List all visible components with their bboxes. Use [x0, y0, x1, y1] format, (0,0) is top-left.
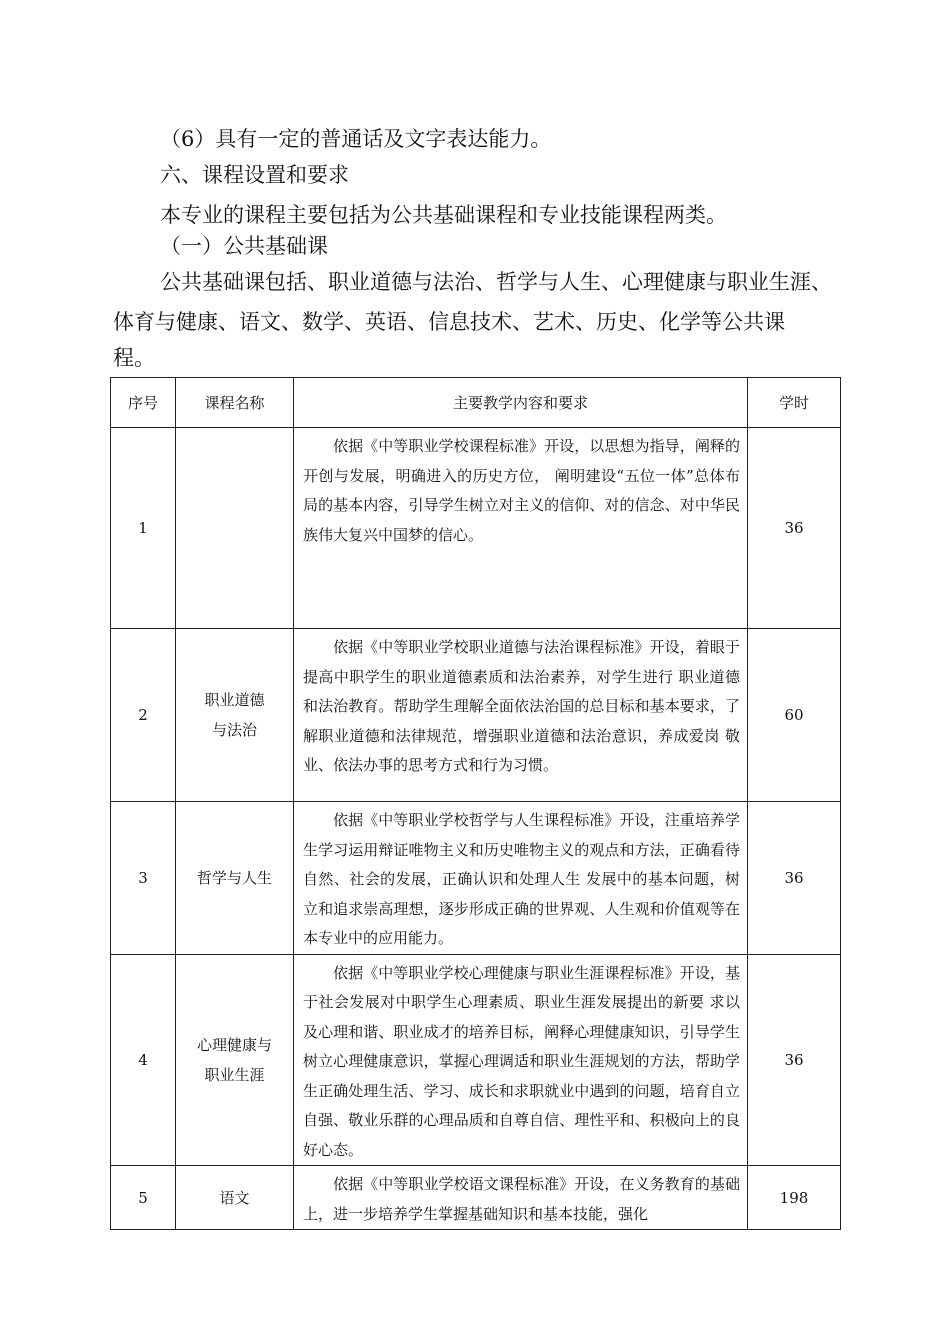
table-row [111, 428, 841, 629]
row-number: 5 [111, 1166, 176, 1230]
section-title: 六、课程设置和要求 [160, 163, 349, 187]
row-number: 1 [111, 428, 176, 629]
table-row [111, 954, 841, 1166]
table-header-row [111, 378, 841, 428]
table-row [111, 629, 841, 802]
course-name: 心理健康与职业生涯 [176, 954, 294, 1166]
header-number: 序号 [111, 378, 176, 428]
row-number: 2 [111, 629, 176, 802]
course-content: 依据《中等职业学校职业道德与法治课程标准》开设，着眼于提高中职学生的职业道德素质和法治素养，对学生进行 职业道德和法治教育。帮助学生理解全面依法治国的总目标和基本要求，了解职业道德和法律规范，增强职业道德和法治意识，养成爱岗 敬业、依法办事的思考方式和行为习惯。 [294, 629, 748, 802]
course-table [110, 377, 841, 1230]
course-hours: 36 [748, 802, 841, 955]
course-name [176, 428, 294, 629]
course-hours: 60 [748, 629, 841, 802]
subsection-title: （一）公共基础课 [160, 234, 328, 258]
course-content: 依据《中等职业学校语文课程标准》开设，在义务教育的基础上，进一步培养学生掌握基础知识和基本技能，强化 [294, 1166, 748, 1230]
course-name: 哲学与人生 [176, 802, 294, 955]
course-hours: 198 [748, 1166, 841, 1230]
row-number: 4 [111, 954, 176, 1166]
list-item-6: （6）具有一定的普通话及文字表达能力。 [160, 127, 552, 151]
course-content: 依据《中等职业学校哲学与人生课程标准》开设，注重培养学生学习运用辩证唯物主义和历史唯物主义的观点和方法，正确看待自然、社会的发展，正确认识和处理人生 发展中的基本问题，树立和追求崇高理想，逐步形成正确的世界观、人生观和价值观等在本专业中的应用能力。 [294, 802, 748, 955]
table-row [111, 802, 841, 955]
course-content: 依据《中等职业学校课程标准》开设，以思想为指导，阐释的开创与发展，明确进入的历史方位， 阐明建设“五位一体”总体布局的基本内容，引导学生树立对主义的信仰、对的信念、对中华民族伟大复兴中国梦的信心。 [294, 428, 748, 629]
header-hours: 学时 [748, 378, 841, 428]
header-content: 主要教学内容和要求 [294, 378, 748, 428]
course-content: 依据《中等职业学校心理健康与职业生涯课程标准》开设，基于社会发展对中职学生心理素质、职业生涯发展提出的新要 求以及心理和谐、职业成才的培养目标，阐释心理健康知识，引导学生树立心理健康意识，掌握心理调适和职业生涯规划的方法，帮助学生正确处理生活、学习、成长和求职就业中遇到的问题，培育自立自强、敬业乐群的心理品质和自尊自信、理性平和、积极向上的良好心态。 [294, 954, 748, 1166]
description-line-3: 程。 [113, 346, 155, 370]
course-hours: 36 [748, 428, 841, 629]
course-name: 语文 [176, 1166, 294, 1230]
table-row [111, 1166, 841, 1230]
course-hours: 36 [748, 954, 841, 1166]
description-line-1: 公共基础课包括、职业道德与法治、哲学与人生、心理健康与职业生涯、 [160, 270, 832, 294]
description-line-2: 体育与健康、语文、数学、英语、信息技术、艺术、历史、化学等公共课 [113, 310, 785, 334]
header-course-name: 课程名称 [176, 378, 294, 428]
course-name: 职业道德与法治 [176, 629, 294, 802]
row-number: 3 [111, 802, 176, 955]
intro-paragraph: 本专业的课程主要包括为公共基础课程和专业技能课程两类。 [160, 203, 727, 227]
